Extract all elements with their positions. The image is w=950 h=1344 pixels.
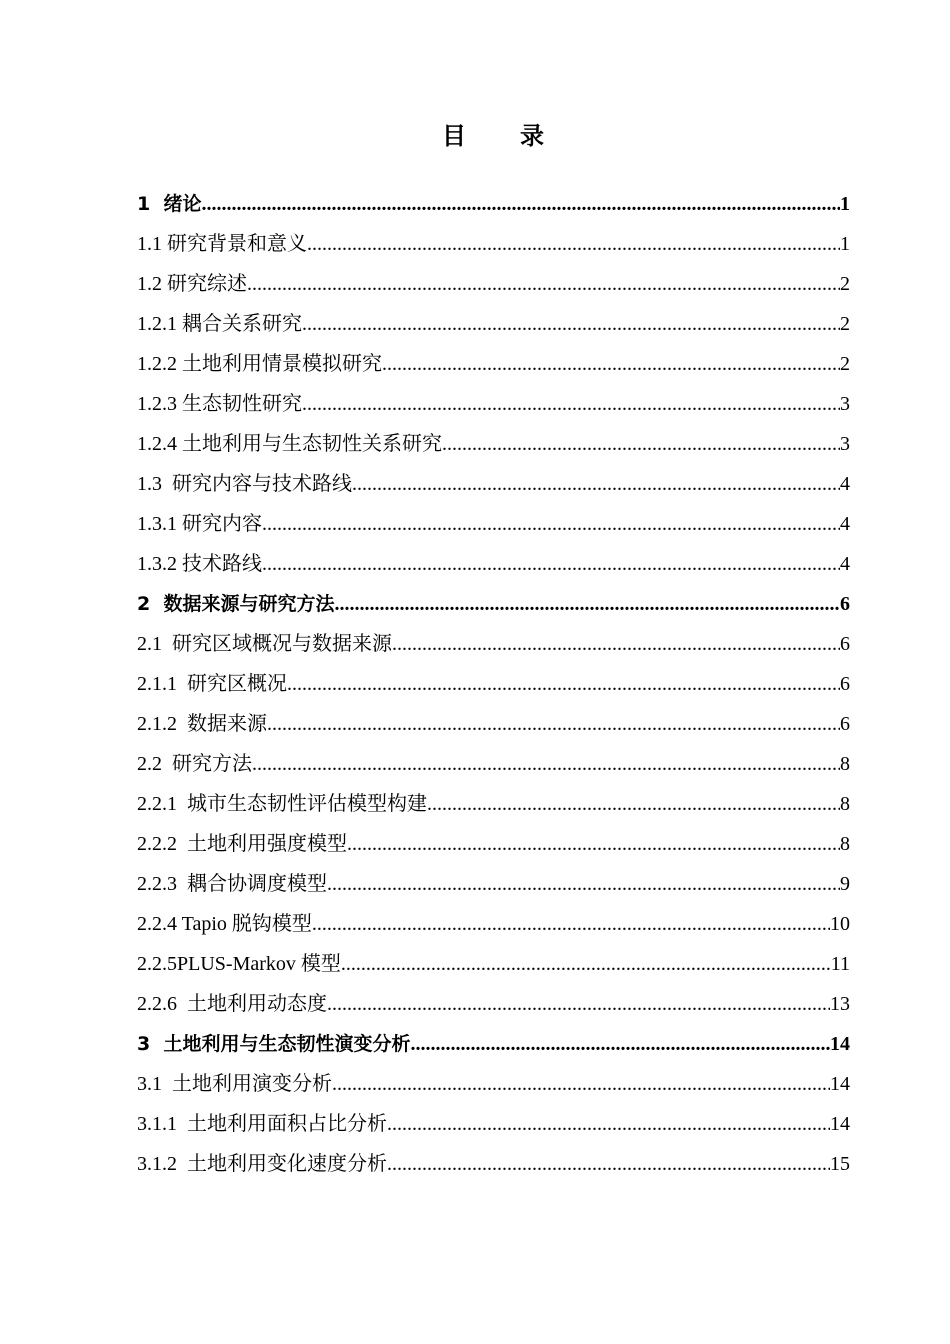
toc-dot-leader <box>267 704 840 744</box>
toc-dot-leader <box>427 784 840 824</box>
toc-entry[interactable] <box>137 1024 850 1064</box>
toc-dot-leader <box>341 944 831 984</box>
toc-entry-label: 2.2.1 城市生态韧性评估模型构建 <box>137 793 427 815</box>
toc-entry-page-number: 6 <box>840 713 850 735</box>
toc-dot-leader <box>387 1104 830 1144</box>
toc-dot-leader <box>392 624 840 664</box>
toc-entry-page-number: 6 <box>840 593 850 615</box>
toc-entry-label: 1 绪论 <box>137 193 202 215</box>
toc-entry-label: 1.2.4 土地利用与生态韧性关系研究 <box>137 433 442 455</box>
toc-entry-label: 2.2.2 土地利用强度模型 <box>137 833 347 855</box>
toc-entry[interactable] <box>137 624 850 664</box>
toc-entry-page-number: 14 <box>830 1033 850 1055</box>
toc-entry-page-number: 8 <box>840 793 850 815</box>
toc-entry[interactable] <box>137 864 850 904</box>
toc-entry-label: 2.1.2 数据来源 <box>137 713 267 735</box>
toc-dot-leader <box>262 504 840 544</box>
toc-entry-page-number: 4 <box>840 553 850 575</box>
toc-dot-leader <box>334 584 840 624</box>
toc-entry[interactable] <box>137 344 850 384</box>
toc-dot-leader <box>352 464 840 504</box>
toc-entry-label: 3.1 土地利用演变分析 <box>137 1073 332 1095</box>
toc-entry-label: 1.2 研究综述 <box>137 273 247 295</box>
toc-entry-label: 1.2.1 耦合关系研究 <box>137 313 302 335</box>
toc-entry-label: 3.1.2 土地利用变化速度分析 <box>137 1153 387 1175</box>
toc-dot-leader <box>252 744 840 784</box>
toc-entry-label: 2 数据来源与研究方法 <box>137 593 335 615</box>
toc-entry[interactable] <box>137 984 850 1024</box>
toc-entry[interactable] <box>137 424 850 464</box>
toc-entry[interactable] <box>137 704 850 744</box>
toc-entry-page-number: 14 <box>830 1113 850 1135</box>
toc-entry[interactable] <box>137 464 850 504</box>
toc-dot-leader <box>327 864 840 904</box>
toc-dot-leader <box>302 384 840 424</box>
toc-dot-leader <box>332 1064 830 1104</box>
toc-dot-leader <box>201 184 840 224</box>
toc-dot-leader <box>442 424 840 464</box>
toc-entry-label: 2.2.5PLUS-Markov 模型 <box>137 953 341 975</box>
toc-entry-page-number: 14 <box>830 1073 850 1095</box>
toc-entry[interactable] <box>137 1144 850 1184</box>
toc-entry[interactable] <box>137 224 850 264</box>
toc-entry-label: 2.2.4 Tapio 脱钩模型 <box>137 913 312 935</box>
toc-dot-leader <box>387 1144 830 1184</box>
toc-entry[interactable] <box>137 784 850 824</box>
toc-entry-page-number: 15 <box>830 1153 850 1175</box>
toc-entry-label: 2.1 研究区域概况与数据来源 <box>137 633 392 655</box>
toc-entry-label: 2.2.6 土地利用动态度 <box>137 993 327 1015</box>
toc-entry-page-number: 8 <box>840 833 850 855</box>
toc-entry-page-number: 9 <box>840 873 850 895</box>
toc-entry-page-number: 1 <box>840 233 850 255</box>
toc-dot-leader <box>410 1024 830 1064</box>
toc-dot-leader <box>382 344 840 384</box>
toc-entry-page-number: 10 <box>830 913 850 935</box>
toc-entry[interactable] <box>137 584 850 624</box>
toc-entry-page-number: 4 <box>840 473 850 495</box>
toc-entry-page-number: 8 <box>840 753 850 775</box>
toc-dot-leader <box>327 984 830 1024</box>
toc-entry-page-number: 1 <box>840 193 850 215</box>
toc-entry[interactable] <box>137 904 850 944</box>
toc-entry[interactable] <box>137 264 850 304</box>
toc-entry-label: 1.3 研究内容与技术路线 <box>137 473 352 495</box>
toc-entry-label: 2.2.3 耦合协调度模型 <box>137 873 327 895</box>
toc-entry-page-number: 2 <box>840 273 850 295</box>
toc-entry[interactable] <box>137 1104 850 1144</box>
toc-entry-page-number: 3 <box>840 393 850 415</box>
toc-entry-page-number: 2 <box>840 353 850 375</box>
toc-entry-label: 1.2.2 土地利用情景模拟研究 <box>137 353 382 375</box>
toc-dot-leader <box>262 544 840 584</box>
toc-entry-page-number: 11 <box>830 953 850 975</box>
toc-entry-page-number: 13 <box>830 993 850 1015</box>
toc-entry[interactable] <box>137 1064 850 1104</box>
toc-dot-leader <box>312 904 830 944</box>
toc-entry-label: 1.3.2 技术路线 <box>137 553 262 575</box>
toc-entry[interactable] <box>137 304 850 344</box>
toc-entry-label: 1.3.1 研究内容 <box>137 513 262 535</box>
toc-entry[interactable] <box>137 184 850 224</box>
toc-entry[interactable] <box>137 504 850 544</box>
toc-entry[interactable] <box>137 944 850 984</box>
toc-entry[interactable] <box>137 544 850 584</box>
toc-entry[interactable] <box>137 664 850 704</box>
toc-dot-leader <box>302 304 840 344</box>
toc-dot-leader <box>347 824 840 864</box>
toc-entry-label: 3.1.1 土地利用面积占比分析 <box>137 1113 387 1135</box>
toc-entry-label: 1.2.3 生态韧性研究 <box>137 393 302 415</box>
toc-entry-label: 2.2 研究方法 <box>137 753 252 775</box>
toc-entry[interactable] <box>137 744 850 784</box>
toc-entry-page-number: 6 <box>840 633 850 655</box>
toc-entry-label: 1.1 研究背景和意义 <box>137 233 307 255</box>
toc-dot-leader <box>247 264 840 304</box>
toc-entry-page-number: 3 <box>840 433 850 455</box>
toc-entry[interactable] <box>137 824 850 864</box>
toc-entry-page-number: 2 <box>840 313 850 335</box>
toc-entry-label: 2.1.1 研究区概况 <box>137 673 287 695</box>
toc-entry-page-number: 6 <box>840 673 850 695</box>
toc-dot-leader <box>287 664 840 704</box>
toc-dot-leader <box>307 224 840 264</box>
toc-entry[interactable] <box>137 384 850 424</box>
toc-title: 目 录 <box>442 122 546 150</box>
toc-entry-label: 3 土地利用与生态韧性演变分析 <box>137 1033 411 1055</box>
toc-list <box>137 184 850 1184</box>
toc-entry-page-number: 4 <box>840 513 850 535</box>
